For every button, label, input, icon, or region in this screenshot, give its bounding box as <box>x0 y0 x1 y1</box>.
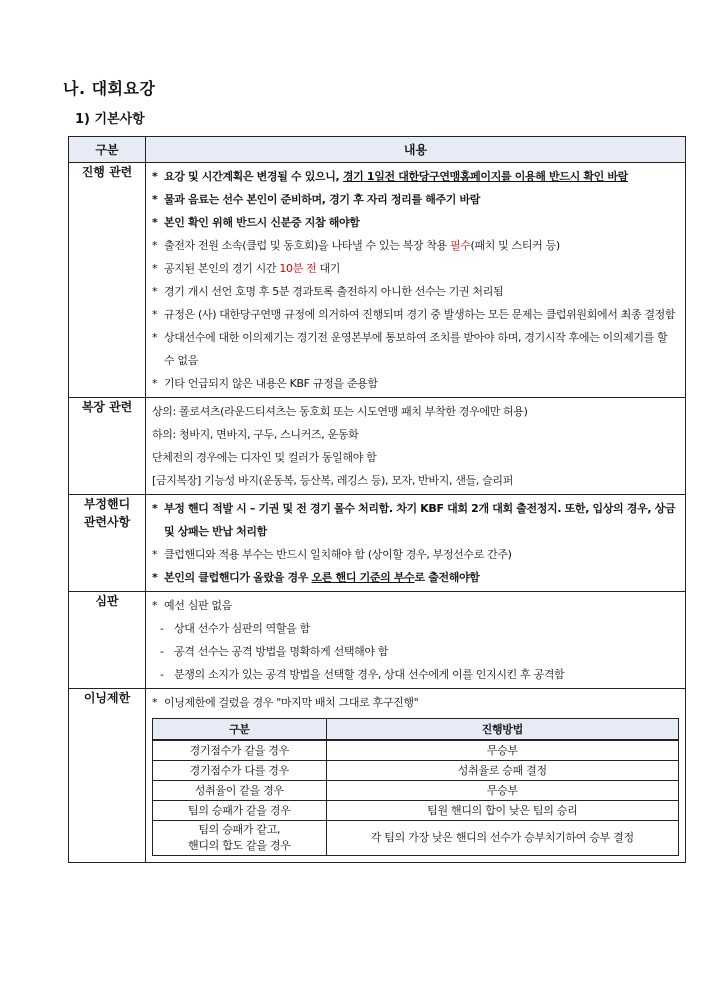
item-text: 공격 선수는 공격 방법을 명확하게 선택해야 함 <box>174 645 389 658</box>
list-item <box>152 211 679 234</box>
item-text: 상대선수에 대한 이의제기는 경기전 운영본부에 통보하여 조치를 받아야 하며, 경기시작 후에는 이의제기를 할 수 없음 <box>164 331 668 367</box>
inner-method: 무승부 <box>326 740 678 761</box>
list-item <box>152 372 679 395</box>
dash-mark: - <box>160 622 164 635</box>
category-handicap-line2: 관련사항 <box>83 515 131 529</box>
list-item <box>152 497 679 543</box>
table-row <box>153 761 679 781</box>
inner-case <box>153 821 327 856</box>
bullet-mark: * <box>152 170 158 183</box>
list-item <box>152 594 679 617</box>
inner-header-case: 구분 <box>153 719 327 741</box>
item-text: 기타 언급되지 않은 내용은 KBF 규정을 준용함 <box>164 377 378 390</box>
attire-line: [금지복장] 기능성 바지(운동복, 등산복, 레깅스 등), 모자, 반바지, 샌들, 슬리퍼 <box>152 474 513 487</box>
bullet-mark: * <box>152 502 158 515</box>
inner-case-line1: 팀의 승패가 같고, <box>198 823 281 836</box>
row-inning <box>69 689 686 863</box>
list-item <box>152 326 679 372</box>
table-row <box>153 801 679 821</box>
item-text: 본인 확인 위해 반드시 신분증 지참 해야함 <box>164 216 360 229</box>
rules-table <box>68 136 686 863</box>
item-text-highlight: 10분 전 <box>279 262 317 275</box>
bullet-mark: * <box>152 262 158 275</box>
inner-case: 경기점수가 다를 경우 <box>153 761 327 781</box>
category-handicap-line1: 부정핸디 <box>83 497 131 511</box>
bullet-mark: * <box>152 193 158 206</box>
content-handicap <box>146 495 686 592</box>
item-text: 요강 및 시간계획은 변경될 수 있으니, <box>164 170 343 183</box>
item-text: 출전자 전원 소속(클럽 및 동호회)을 나타낼 수 있는 복장 착용 <box>164 239 450 252</box>
bullet-mark: * <box>152 571 158 584</box>
item-text: 분쟁의 소지가 있는 공격 방법을 선택할 경우, 상대 선수에게 이를 인지시킨 후 공격함 <box>174 668 565 681</box>
item-text-underlined: 경기 1일전 대한당구연맹홈페이지를 이용해 반드시 확인 바람 <box>342 170 628 183</box>
inner-case-line2: 핸디의 합도 같을 경우 <box>188 839 291 852</box>
inner-method: 무승부 <box>326 781 678 801</box>
content-inning <box>146 689 686 863</box>
item-text: 물과 음료는 선수 본인이 준비하며, 경기 후 자리 정리를 해주기 바람 <box>164 193 481 206</box>
header-content: 내용 <box>146 137 686 163</box>
content-progress <box>146 163 686 398</box>
inner-method: 각 팀의 가장 낮은 핸디의 선수가 승부치기하여 승부 결정 <box>326 821 678 856</box>
inner-method: 성취율로 승패 결정 <box>326 761 678 781</box>
item-text: 로 출전해야함 <box>414 571 480 584</box>
item-text: 이닝제한에 걸렸을 경우 "마지막 배치 그대로 후구진행" <box>164 696 419 709</box>
list-item <box>152 303 679 326</box>
inner-case: 성취율이 같을 경우 <box>153 781 327 801</box>
bullet-mark: * <box>152 599 158 612</box>
list-item <box>152 566 679 589</box>
attire-line: 단체전의 경우에는 디자인 및 컬러가 동일해야 함 <box>152 451 377 464</box>
inner-header-row <box>153 719 679 741</box>
bullet-mark: * <box>152 216 158 229</box>
section-heading: 나. 대회요강 <box>63 79 156 98</box>
bullet-mark: * <box>152 239 158 252</box>
item-text-underlined: 오른 핸디 기준의 부수 <box>311 571 415 584</box>
inner-case: 팀의 승패가 같을 경우 <box>153 801 327 821</box>
item-text: 부정 핸디 적발 시 – 기권 및 전 경기 몰수 처리함. 차기 KBF 대회 2개 대회 출전정지. 또한, 입상의 경우, 상금 및 상패는 반납 처리함 <box>164 502 676 538</box>
content-attire <box>146 398 686 495</box>
section-subheading: 1) 기본사항 <box>75 112 145 127</box>
category-referee: 심판 <box>69 592 146 689</box>
bullet-mark: * <box>152 377 158 390</box>
dash-mark: - <box>160 668 164 681</box>
dash-item <box>152 617 679 640</box>
attire-line: 상의: 폴로셔츠(라운드티셔츠는 동호회 또는 시도연맹 패치 부착한 경우에만 허용) <box>152 405 528 418</box>
inner-header-method: 진행방법 <box>326 719 678 741</box>
item-text: 예선 심판 없음 <box>164 599 232 612</box>
category-handicap <box>69 495 146 592</box>
item-text: 본인의 클럽핸디가 올랐을 경우 <box>164 571 312 584</box>
bullet-mark: * <box>152 308 158 321</box>
list-item <box>152 188 679 211</box>
category-progress: 진행 관련 <box>69 163 146 398</box>
inning-table <box>152 718 679 856</box>
table-row <box>153 740 679 761</box>
category-attire: 복장 관련 <box>69 398 146 495</box>
item-text: 경기 개시 선언 호명 후 5분 경과토록 출전하지 아니한 선수는 기권 처리됨 <box>164 285 504 298</box>
item-text: 규정은 (사) 대한당구연맹 규정에 의거하여 진행되며 경기 중 발생하는 모든 문제는 클럽위원회에서 최종 결정함 <box>164 308 676 321</box>
list-item <box>152 234 679 257</box>
header-category: 구분 <box>69 137 146 163</box>
list-item <box>152 165 679 188</box>
table-header-row <box>69 137 686 163</box>
inner-method: 팀원 핸디의 합이 낮은 팀의 승리 <box>326 801 678 821</box>
content-referee <box>146 592 686 689</box>
list-item <box>152 691 679 714</box>
row-attire <box>69 398 686 495</box>
list-item <box>152 280 679 303</box>
table-row <box>153 821 679 856</box>
table-row <box>153 781 679 801</box>
item-text: 공지된 본인의 경기 시간 <box>164 262 280 275</box>
bullet-mark: * <box>152 285 158 298</box>
category-inning: 이닝제한 <box>69 689 146 863</box>
dash-item <box>152 640 679 663</box>
item-text: (패치 및 스티커 등) <box>470 239 560 252</box>
dash-item <box>152 663 679 686</box>
row-referee <box>69 592 686 689</box>
item-text: 클럽핸디와 적용 부수는 반드시 일치해야 함 (상이할 경우, 부정선수로 간주) <box>164 548 512 561</box>
item-text-highlight: 필수 <box>449 239 471 252</box>
row-progress <box>69 163 686 398</box>
inner-case: 경기점수가 같을 경우 <box>153 740 327 761</box>
list-item <box>152 257 679 280</box>
bullet-mark: * <box>152 548 158 561</box>
item-text: 대기 <box>316 262 341 275</box>
list-item <box>152 543 679 566</box>
dash-mark: - <box>160 645 164 658</box>
bullet-mark: * <box>152 696 158 709</box>
attire-line: 하의: 청바지, 면바지, 구두, 스니커즈, 운동화 <box>152 428 359 441</box>
item-text: 상대 선수가 심판의 역할을 함 <box>174 622 310 635</box>
bullet-mark: * <box>152 331 158 344</box>
row-handicap <box>69 495 686 592</box>
